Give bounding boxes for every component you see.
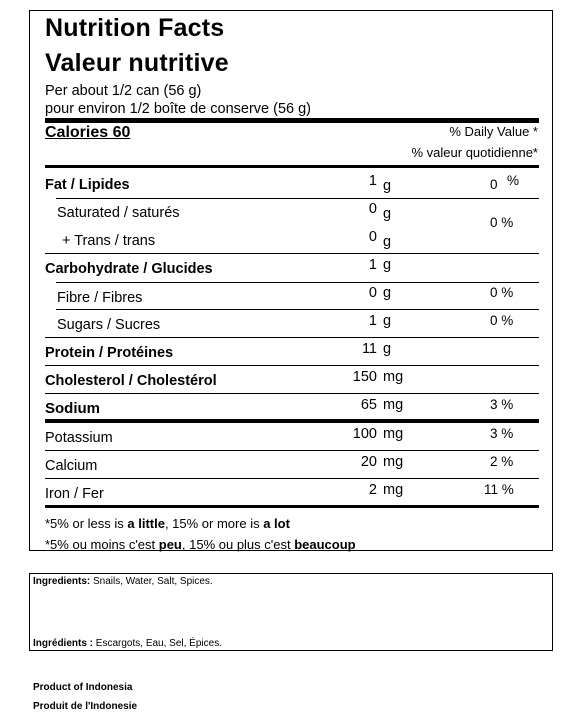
title-en: Nutrition Facts <box>45 14 225 42</box>
row-divider <box>45 337 539 338</box>
calcium-amount: 20 <box>360 454 377 470</box>
carbohydrate-label: Carbohydrate / Glucides <box>45 261 213 277</box>
sugars-unit: g <box>383 313 392 329</box>
trans-label: + Trans / trans <box>62 233 156 249</box>
cholesterol-amount: 150 <box>352 369 377 385</box>
serving-size-fr: pour environ 1/2 boîte de conserve (56 g) <box>45 101 311 117</box>
iron-label: Iron / Fer <box>45 486 104 502</box>
trans-amount: 0 <box>368 229 377 245</box>
potassium-amount: 100 <box>352 426 377 442</box>
ingredients-en: Ingredients: Snails, Water, Salt, Spices. <box>33 576 213 587</box>
calories-label: Calories 60 <box>45 124 131 141</box>
ingredients-fr: Ingrédients : Escargots, Eau, Sel, Épices. <box>33 638 222 649</box>
fat-amount: 1 <box>368 173 377 189</box>
origin-fr: Produit de l'Indonesie <box>33 701 138 712</box>
sodium-label: Sodium <box>45 400 100 417</box>
row-divider <box>45 365 539 366</box>
carbohydrate-amount: 1 <box>368 257 377 273</box>
sugars-amount: 1 <box>368 313 377 329</box>
daily-value-header-fr: % valeur quotidienne* <box>411 145 538 160</box>
daily-value-header-en: % Daily Value * <box>449 124 538 139</box>
row-divider <box>45 393 539 394</box>
saturated-unit: g <box>383 206 392 222</box>
protein-unit: g <box>383 341 392 357</box>
sodium-dv: 3 % <box>490 397 514 412</box>
fat-unit: g <box>383 178 392 194</box>
row-divider <box>56 309 539 310</box>
fibre-dv: 0 % <box>490 285 514 300</box>
row-divider <box>56 198 539 199</box>
carbohydrate-unit: g <box>383 257 392 273</box>
fibre-unit: g <box>383 285 392 301</box>
footnote-fr: *5% ou moins c'est peu, 15% ou plus c'est beaucoup <box>45 537 356 552</box>
fat-dv: 0 <box>490 177 498 192</box>
sodium-amount: 65 <box>360 397 377 413</box>
iron-unit: mg <box>383 482 404 498</box>
origin-en: Product of Indonesia <box>33 682 133 693</box>
trans-unit: g <box>383 234 392 250</box>
fat-dv-sign: % <box>507 173 520 188</box>
cholesterol-unit: mg <box>383 369 404 385</box>
saturated-label: Saturated / saturés <box>57 205 180 221</box>
serving-size-en: Per about 1/2 can (56 g) <box>45 83 202 99</box>
iron-amount: 2 <box>368 482 377 498</box>
calcium-unit: mg <box>383 454 404 470</box>
fibre-label: Fibre / Fibres <box>57 290 143 306</box>
medium-rule <box>45 165 539 168</box>
cholesterol-label: Cholesterol / Cholestérol <box>45 373 217 389</box>
sodium-unit: mg <box>383 397 404 413</box>
saturated-trans-dv: 0 % <box>490 215 514 230</box>
thick-rule <box>45 419 539 423</box>
saturated-amount: 0 <box>368 201 377 217</box>
row-divider <box>45 450 539 451</box>
thick-rule <box>45 118 539 123</box>
potassium-unit: mg <box>383 426 404 442</box>
row-divider <box>45 253 539 254</box>
potassium-dv: 3 % <box>490 426 514 441</box>
fibre-amount: 0 <box>368 285 377 301</box>
protein-amount: 11 <box>361 341 377 357</box>
title-fr: Valeur nutritive <box>45 49 229 77</box>
calcium-dv: 2 % <box>490 454 514 469</box>
calcium-label: Calcium <box>45 458 98 474</box>
potassium-label: Potassium <box>45 430 113 446</box>
row-divider <box>45 478 539 479</box>
iron-dv: 11 % <box>484 482 514 497</box>
protein-label: Protein / Protéines <box>45 345 174 361</box>
footnote-en: *5% or less is a little, 15% or more is a lot <box>45 516 290 531</box>
sugars-label: Sugars / Sucres <box>57 317 161 333</box>
fat-label: Fat / Lipides <box>45 177 130 193</box>
row-divider <box>56 282 539 283</box>
medium-rule <box>45 505 539 508</box>
sugars-dv: 0 % <box>490 313 514 328</box>
